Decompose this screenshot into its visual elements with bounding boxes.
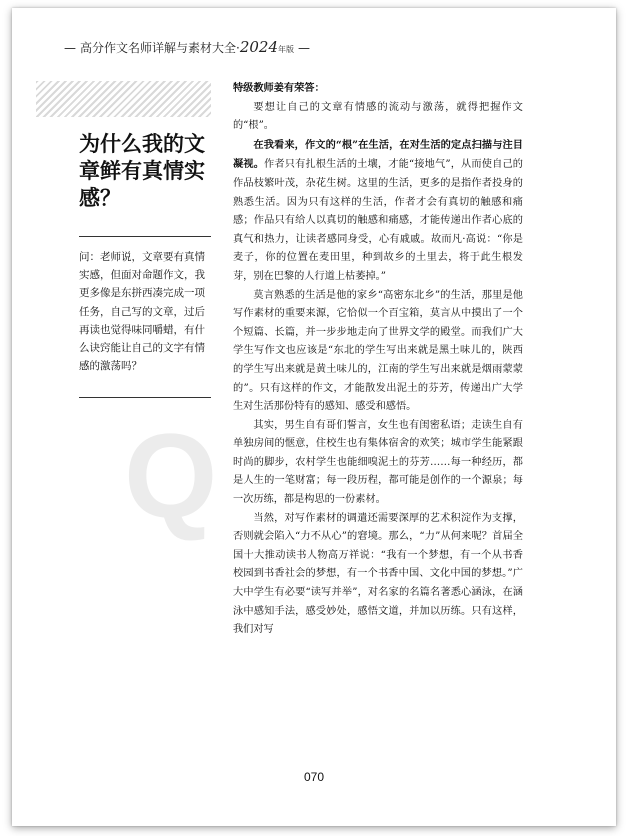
question-text: 问：老师说，文章要有真情实感，但面对命题作文，我更多像是东拼西凑完成一项任务，自己写的文章，过后再读也觉得味同嚼蜡，有什么诀窍能让自己的文字有情感的激荡吗？ — [79, 251, 205, 373]
answer-paragraph: 当然，对写作素材的调遣还需要深厚的艺术积淀作为支撑，否则就会陷入“力不从心”的窘境。那么，“力”从何来呢？首届全国十大推动读书人物高万祥说：“我有一个梦想，有一个从书香校园到书香社会的梦想，有一个书香中国、文化中国的梦想。”广大中学生有必要“读写并举”，对名家的名篇名著悉心涵泳，在涵泳中感知手法，感受妙处，感悟文道，并加以历练。只有这样，我们对写 — [233, 512, 523, 636]
question-title: 为什么我的文章鲜有真情实感？ — [79, 132, 205, 210]
decorative-hatch-band — [36, 81, 211, 117]
question-watermark-q: Q — [124, 409, 218, 543]
emphasis-text: 在我看来，作文的“根”在生活，在对生活的定点扫描与注目凝视。 — [233, 138, 523, 171]
divider-bottom — [79, 397, 211, 398]
book-title: 高分作文名师详解与素材大全· — [80, 41, 240, 55]
answer-paragraph: 莫言熟悉的生活是他的家乡“高密东北乡”的生活，那里是他写作素材的重要来源，它恰似一个百宝箱，莫言从中摸出了一个个短篇、长篇，并一步步地走向了世界文学的殿堂。而我们广大学生写作文也应该是“东北的学生写出来就是黑土味儿的，陕西的学生写出来就是黄土味儿的，江南的学生写出来就是烟雨蒙蒙的”。只有这样的作文，才能散发出泥土的芬芳，传递出广大学生对生活那份特有的感知、感受和感悟。 — [233, 289, 523, 413]
answer-label: 特级教师姜有荣答： — [233, 83, 325, 94]
answer-paragraph: 要想让自己的文章有情感的流动与激荡，就得把握作文的“根”。 — [233, 101, 523, 132]
header-dash-left: — — [64, 41, 76, 55]
answer-paragraph: 其实，男生自有哥们誓言，女生也有闺密私语；走读生自有单独房间的惬意，住校生也有集体宿舍的欢笑；城市学生能紧跟时尚的脚步，农村学生也能细嗅泥土的芬芳……每一种经历，都是人生的一笔财富；每一段历程，都可能是创作的一个源泉；每一次历练，都是构思的一份素材。 — [233, 419, 523, 506]
header-dash-right: — — [298, 41, 311, 55]
page-number: 070 — [303, 770, 325, 784]
divider-top — [79, 236, 211, 237]
edition-year: 2024 — [239, 38, 279, 56]
edition-label: 年版 — [278, 45, 295, 54]
answer-paragraph: 在我看来，作文的“根”在生活，在对生活的定点扫描与注目凝视。作者只有扎根生活的土壤，才能“接地气”，从而使自己的作品枝繁叶茂，杂花生树。这里的生活，更多的是指作者投身的熟悉生活。因为只有这样的生活，作者才会有真切的触感和痛感；作品只有给人以真切的触感和痛感，才能传递出作者心底的真气和热力，让读者感同身受，心有戚戚。故而凡·高说：“你是麦子，你的位置在麦田里，种到故乡的土里去，将于此生根发芽，别在巴黎的人行道上枯萎掉。” — [233, 138, 523, 282]
answer-column — [233, 80, 523, 640]
document-page — [12, 8, 616, 826]
running-header — [60, 38, 314, 56]
